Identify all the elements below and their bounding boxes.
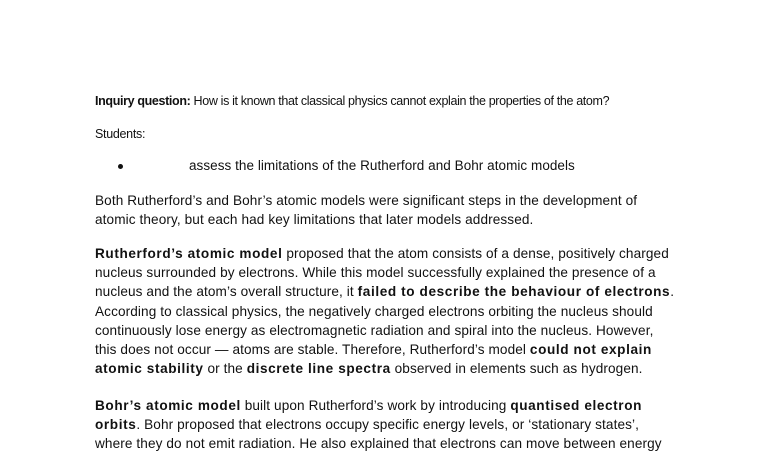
paragraph-text: nucleus and the atom’s overall structure, it (95, 284, 358, 300)
bold-term: Bohr’s atomic model (95, 398, 241, 413)
bold-term: quantised electron (510, 398, 643, 413)
paragraph-text: this does not occur — atoms are stable. Therefore, Rutherford’s model (95, 342, 530, 358)
paragraph-line (95, 340, 715, 359)
paragraph-line (95, 282, 715, 301)
paragraph-line (95, 359, 715, 378)
paragraph-line: Both Rutherford’s and Bohr’s atomic models were significant steps in the development of (95, 193, 638, 208)
bold-term: discrete line spectra (246, 361, 391, 377)
paragraph-line (95, 415, 715, 434)
rutherford-paragraph (95, 244, 715, 378)
paragraph-text: . (670, 284, 675, 300)
bold-term: failed to describe the behaviour of electrons (357, 284, 671, 300)
paragraph-line (95, 396, 715, 415)
paragraph-text: proposed that the atom consists of a dense, positively charged (282, 246, 669, 261)
bold-term: atomic stability (95, 361, 204, 377)
paragraph-text: built upon Rutherford’s work by introducing (240, 398, 511, 413)
paragraph-text: . Bohr proposed that electrons occupy specific energy levels, or ‘stationary states’, (136, 417, 640, 433)
bold-term: could not explain (529, 342, 652, 358)
paragraph-line: nucleus surrounded by electrons. While this model successfully explained the presence of a (95, 265, 656, 281)
paragraph-line: where they do not emit radiation. He also explained that electrons can move between energy (95, 436, 662, 452)
paragraph-line (95, 244, 715, 263)
students-label: Students: (95, 127, 146, 141)
paragraph-line: According to classical physics, the negatively charged electrons orbiting the nucleus should (95, 303, 653, 319)
inquiry-label: Inquiry question: (95, 94, 191, 108)
bohr-paragraph (95, 396, 715, 454)
bullet-icon (118, 164, 123, 169)
list-item-text: assess the limitations of the Rutherford and Bohr atomic models (189, 158, 575, 173)
inquiry-question (95, 94, 609, 108)
paragraph-line: continuously lose energy as electromagnetic radiation and spiral into the nucleus. However, (95, 322, 654, 338)
bold-term: Rutherford’s atomic model (95, 246, 283, 261)
inquiry-text: How is it known that classical physics cannot explain the properties of the atom? (190, 94, 610, 108)
paragraph-text: observed in elements such as hydrogen. (390, 361, 643, 377)
bold-term: orbits (95, 417, 137, 433)
paragraph-text: or the (203, 361, 247, 377)
paragraph-line: atomic theory, but each had key limitations that later models addressed. (95, 212, 534, 228)
intro-paragraph (95, 191, 715, 229)
